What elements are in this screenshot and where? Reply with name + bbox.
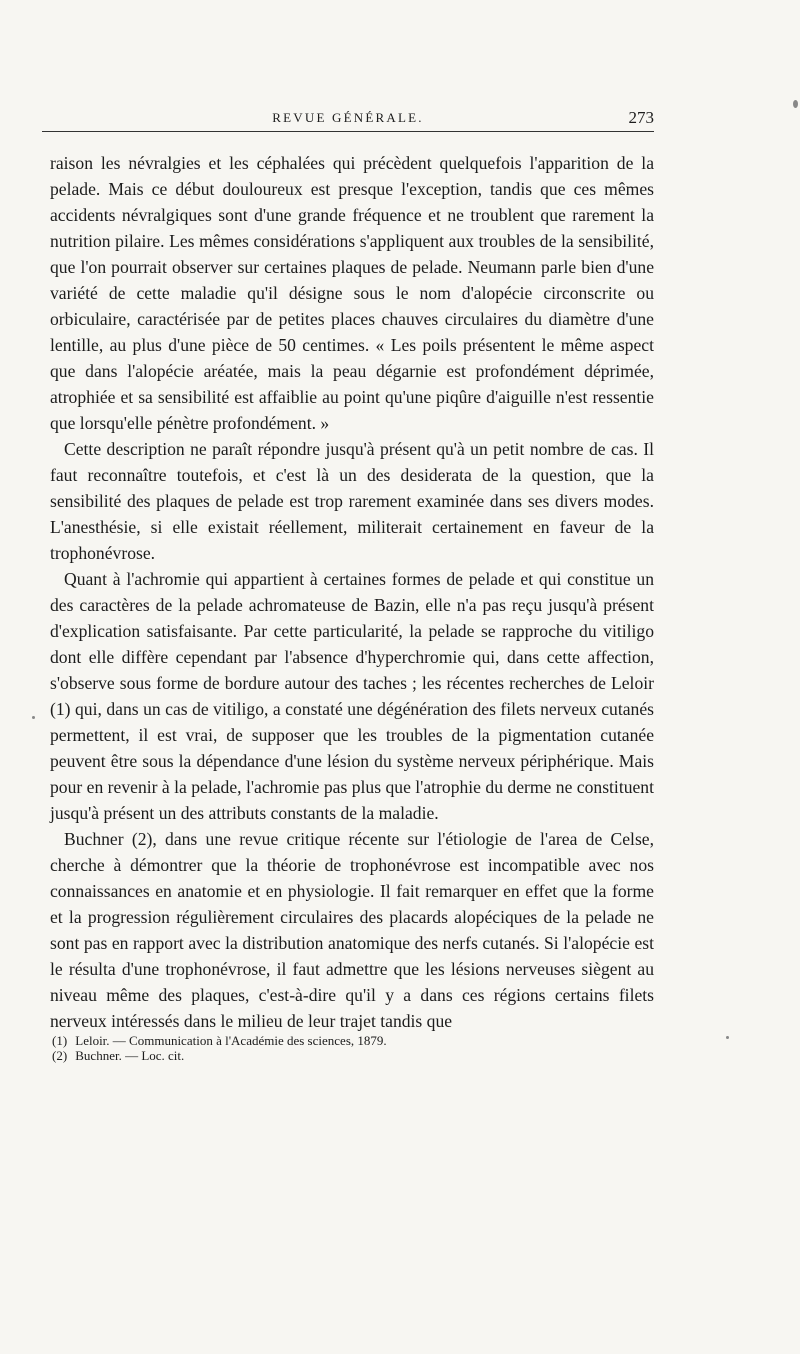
running-title: REVUE GÉNÉRALE. — [272, 110, 424, 125]
footnotes — [52, 1033, 652, 1063]
paragraph: raison les névralgies et les céphalées qui précèdent quelquefois l'apparition de la pelade. Mais ce début douloureux est presque l'exception, tandis que ces mêmes accidents névralgiques sont d'une grande fréquence et ne troublent que rarement la nutrition pilaire. Les mêmes considérations s'appliquent aux troubles de la sensibilité, que l'on pourrait observer sur certaines plaques de pelade. Neumann parle bien d'une variété de cette maladie qu'il désigne sous le nom d'alopécie circonscrite ou orbiculaire, caractérisée par de petites places chauves circulaires du diamètre d'une lentille, au plus d'une pièce de 50 centimes. « Les poils présentent le même aspect que dans l'alopécie aréatée, mais la peau dégarnie est profondément déprimée, atrophiée et sa sensibilité est affaiblie au point qu'une piqûre d'aiguille n'est ressentie que lorsqu'elle pénètre profondément. » — [50, 153, 654, 433]
paper-speck — [726, 1036, 729, 1039]
paper-speck — [793, 100, 798, 108]
footnote — [52, 1048, 652, 1063]
paragraph: Quant à l'achromie qui appartient à certaines formes de pelade et qui constitue un des caractères de la pelade achromateuse de Bazin, elle n'a pas reçu jusqu'à présent d'explication satisfaisante. Par cette particularité, la pelade se rapproche du vitiligo dont elle diffère cependant par l'absence d'hyperchromie qui, dans cette affection, s'observe sous forme de bordure autour des taches ; les récentes recherches de Leloir (1) qui, dans un cas de vitiligo, a constaté une dégénération des filets nerveux cutanés permettent, il est vrai, de supposer que les troubles de la pigmentation cutanée peuvent être sous la dépendance d'une lésion du système nerveux périphérique. Mais pour en revenir à la pelade, l'achromie pas plus que l'atrophie du derme ne constituent jusqu'à présent un des attributs constants de la maladie. — [50, 569, 654, 823]
footnote-mark: (1) — [52, 1033, 68, 1048]
page-number: 273 — [628, 108, 654, 127]
header-rule — [42, 131, 654, 132]
main-text — [50, 150, 654, 1034]
running-header — [42, 108, 654, 132]
paragraph: Cette description ne paraît répondre jusqu'à présent qu'à un petit nombre de cas. Il faut reconnaître toutefois, et c'est là un des desiderata de la question, que la sensibilité des plaques de pelade est trop rarement examinée dans ses divers modes. L'anesthésie, si elle existait réellement, militerait certainement en faveur de la trophonévrose. — [50, 439, 654, 563]
paper-speck — [32, 716, 35, 719]
paragraph: Buchner (2), dans une revue critique récente sur l'étiologie de l'area de Celse, cherche à démontrer que la théorie de trophonévrose est incompatible avec nos connaissances en anatomie et en physiologie. Il fait remarquer en effet que la forme et la progression régulièrement circulaires des placards alopéciques de la pelade ne sont pas en rapport avec la distribution anatomique des nerfs cutanés. Si l'alopécie est le résulta d'une trophonévrose, il faut admettre que les lésions nerveuses siègent au niveau même des plaques, c'est-à-dire qu'il y a dans ces régions certains filets nerveux intéressés dans le milieu de leur trajet tandis que — [50, 829, 654, 1031]
footnote-mark: (2) — [52, 1048, 68, 1063]
footnote — [52, 1033, 652, 1048]
footnote-text: Leloir. — Communication à l'Académie des sciences, 1879. — [75, 1033, 387, 1048]
footnote-text: Buchner. — Loc. cit. — [75, 1048, 185, 1063]
